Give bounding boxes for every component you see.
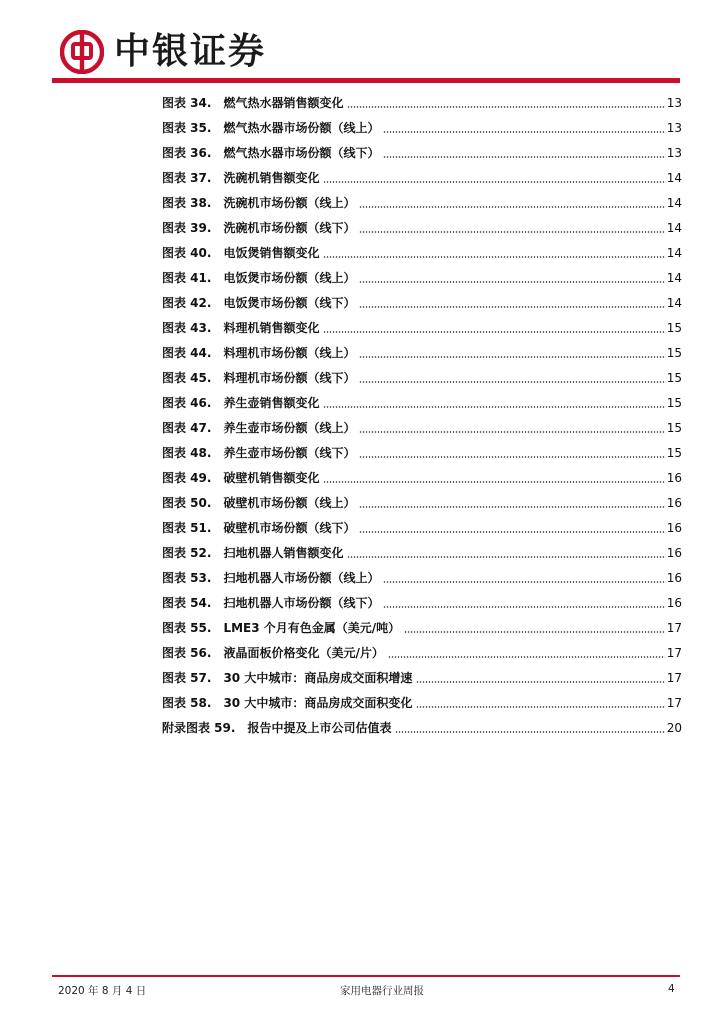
toc-entry-label xyxy=(162,594,381,611)
toc-entry[interactable] xyxy=(162,415,682,440)
toc-entry-number: 图表 51. xyxy=(162,521,212,535)
toc-entry-title: 液晶面板价格变化（美元/片） xyxy=(223,646,384,660)
toc-entry-title: 养生壶市场份额（线下） xyxy=(223,446,356,460)
toc-dot-leader xyxy=(347,556,664,558)
toc-dot-leader xyxy=(359,381,664,383)
toc-entry-page: 15 xyxy=(666,420,682,435)
toc-entry[interactable] xyxy=(162,315,682,340)
toc-entry-title: 电饭煲销售额变化 xyxy=(223,246,320,260)
toc-dot-leader xyxy=(395,731,664,733)
toc-entry-page: 16 xyxy=(666,570,682,585)
toc-entry-label xyxy=(162,344,357,361)
toc-entry-label xyxy=(162,144,381,161)
toc-entry-label xyxy=(162,419,357,436)
toc-entry-page: 16 xyxy=(666,595,682,610)
bank-of-china-logo-icon xyxy=(60,30,104,74)
toc-entry-number: 图表 36. xyxy=(162,146,212,160)
toc-entry-title: 扫地机器人销售额变化 xyxy=(223,546,344,560)
toc-entry-page: 14 xyxy=(666,195,682,210)
table-of-figures xyxy=(162,90,682,740)
toc-entry-label xyxy=(162,444,357,461)
toc-entry-title: 30 大中城市：商品房成交面积变化 xyxy=(223,696,413,710)
toc-entry[interactable] xyxy=(162,565,682,590)
toc-entry-page: 15 xyxy=(666,395,682,410)
toc-entry-page: 13 xyxy=(666,120,682,135)
toc-dot-leader xyxy=(323,406,664,408)
toc-entry-title: 30 大中城市：商品房成交面积增速 xyxy=(223,671,413,685)
toc-entry-title: 燃气热水器销售额变化 xyxy=(223,96,344,110)
toc-entry-page: 14 xyxy=(666,295,682,310)
toc-entry-number: 图表 46. xyxy=(162,396,212,410)
footer-page-number: 4 xyxy=(668,983,675,995)
toc-entry-title: 养生壶市场份额（线上） xyxy=(223,421,356,435)
toc-entry-title: 电饭煲市场份额（线上） xyxy=(223,271,356,285)
toc-entry-title: 电饭煲市场份额（线下） xyxy=(223,296,356,310)
toc-dot-leader xyxy=(359,281,664,283)
toc-entry[interactable] xyxy=(162,590,682,615)
footer-report-title: 家用电器行业周报 xyxy=(340,985,424,997)
brand-name: 中银证券 xyxy=(114,30,267,72)
toc-dot-leader xyxy=(323,181,664,183)
toc-entry-number: 图表 49. xyxy=(162,471,212,485)
toc-entry-title: 扫地机器人市场份额（线下） xyxy=(223,596,380,610)
toc-entry[interactable] xyxy=(162,240,682,265)
toc-entry-label xyxy=(162,644,386,661)
toc-entry-page: 16 xyxy=(666,545,682,560)
toc-dot-leader xyxy=(383,131,664,133)
toc-entry-page: 20 xyxy=(666,720,682,735)
toc-entry[interactable] xyxy=(162,290,682,315)
toc-entry-page: 14 xyxy=(666,245,682,260)
toc-entry-number: 图表 38. xyxy=(162,196,212,210)
toc-dot-leader xyxy=(359,306,664,308)
toc-entry-title: 扫地机器人市场份额（线上） xyxy=(223,571,380,585)
toc-entry-title: 洗碗机销售额变化 xyxy=(223,171,320,185)
toc-entry[interactable] xyxy=(162,540,682,565)
toc-entry-number: 图表 56. xyxy=(162,646,212,660)
toc-entry-number: 图表 39. xyxy=(162,221,212,235)
toc-entry-label xyxy=(162,369,357,386)
toc-entry[interactable] xyxy=(162,390,682,415)
toc-entry-page: 15 xyxy=(666,445,682,460)
toc-entry-title: 料理机市场份额（线上） xyxy=(223,346,356,360)
toc-entry-label xyxy=(162,719,393,736)
toc-entry-number: 图表 34. xyxy=(162,96,212,110)
toc-dot-leader xyxy=(323,256,664,258)
toc-entry-label xyxy=(162,294,357,311)
toc-entry-title: 洗碗机市场份额（线下） xyxy=(223,221,356,235)
toc-entry-label xyxy=(162,544,345,561)
toc-entry-page: 16 xyxy=(666,495,682,510)
toc-entry-label xyxy=(162,519,357,536)
toc-dot-leader xyxy=(383,606,664,608)
toc-entry-title: LME3 个月有色金属（美元/吨） xyxy=(223,621,401,635)
toc-entry-number: 图表 57. xyxy=(162,671,212,685)
toc-entry-label xyxy=(162,319,321,336)
toc-entry-label xyxy=(162,494,357,511)
toc-dot-leader xyxy=(359,531,664,533)
toc-entry-page: 16 xyxy=(666,520,682,535)
toc-entry-label xyxy=(162,169,321,186)
toc-dot-leader xyxy=(359,506,664,508)
toc-entry-page: 16 xyxy=(666,470,682,485)
toc-entry-page: 17 xyxy=(666,620,682,635)
header-divider xyxy=(52,78,680,83)
toc-entry-page: 17 xyxy=(666,645,682,660)
toc-entry[interactable] xyxy=(162,465,682,490)
page-header xyxy=(0,0,724,90)
toc-entry-page: 15 xyxy=(666,345,682,360)
toc-entry-page: 14 xyxy=(666,220,682,235)
toc-dot-leader xyxy=(388,656,665,658)
toc-entry-title: 料理机销售额变化 xyxy=(223,321,320,335)
toc-entry-label xyxy=(162,119,381,136)
toc-entry-number: 图表 44. xyxy=(162,346,212,360)
toc-dot-leader xyxy=(404,631,665,633)
toc-dot-leader xyxy=(383,156,664,158)
toc-dot-leader xyxy=(359,431,664,433)
toc-entry-number: 图表 52. xyxy=(162,546,212,560)
toc-entry[interactable] xyxy=(162,640,682,665)
toc-entry-title: 料理机市场份额（线下） xyxy=(223,371,356,385)
toc-entry-title: 破壁机销售额变化 xyxy=(223,471,320,485)
toc-entry-label xyxy=(162,569,381,586)
toc-entry-number: 图表 35. xyxy=(162,121,212,135)
toc-entry-number: 附录图表 59. xyxy=(162,721,236,735)
toc-entry-label xyxy=(162,694,414,711)
toc-entry-label xyxy=(162,619,402,636)
toc-entry-title: 燃气热水器市场份额（线下） xyxy=(223,146,380,160)
toc-entry[interactable] xyxy=(162,165,682,190)
toc-entry-page: 17 xyxy=(666,695,682,710)
toc-entry-number: 图表 40. xyxy=(162,246,212,260)
toc-entry-title: 养生壶销售额变化 xyxy=(223,396,320,410)
toc-entry[interactable] xyxy=(162,515,682,540)
toc-entry-title: 破壁机市场份额（线上） xyxy=(223,496,356,510)
toc-entry-page: 13 xyxy=(666,145,682,160)
toc-entry-number: 图表 42. xyxy=(162,296,212,310)
toc-entry[interactable] xyxy=(162,190,682,215)
toc-entry[interactable] xyxy=(162,265,682,290)
toc-entry-number: 图表 47. xyxy=(162,421,212,435)
toc-entry-number: 图表 43. xyxy=(162,321,212,335)
toc-entry-label xyxy=(162,94,345,111)
toc-entry[interactable] xyxy=(162,440,682,465)
toc-entry-page: 14 xyxy=(666,170,682,185)
toc-entry[interactable] xyxy=(162,215,682,240)
toc-entry[interactable] xyxy=(162,690,682,715)
toc-entry-label xyxy=(162,219,357,236)
toc-dot-leader xyxy=(383,581,664,583)
toc-entry-page: 15 xyxy=(666,320,682,335)
toc-entry-number: 图表 41. xyxy=(162,271,212,285)
toc-entry-title: 燃气热水器市场份额（线上） xyxy=(223,121,380,135)
toc-entry-number: 图表 37. xyxy=(162,171,212,185)
toc-entry-label xyxy=(162,669,414,686)
toc-entry-number: 图表 45. xyxy=(162,371,212,385)
toc-entry[interactable] xyxy=(162,665,682,690)
toc-dot-leader xyxy=(416,681,664,683)
toc-entry-title: 洗碗机市场份额（线上） xyxy=(223,196,356,210)
toc-entry-label xyxy=(162,269,357,286)
toc-entry-number: 图表 50. xyxy=(162,496,212,510)
toc-entry[interactable] xyxy=(162,490,682,515)
toc-entry-number: 图表 58. xyxy=(162,696,212,710)
toc-entry-number: 图表 53. xyxy=(162,571,212,585)
toc-entry[interactable] xyxy=(162,340,682,365)
footer-date: 2020 年 8 月 4 日 xyxy=(58,985,147,997)
toc-dot-leader xyxy=(359,231,664,233)
toc-dot-leader xyxy=(323,331,664,333)
toc-entry-page: 13 xyxy=(666,95,682,110)
toc-entry-page: 15 xyxy=(666,370,682,385)
toc-entry-label xyxy=(162,194,357,211)
toc-dot-leader xyxy=(359,356,664,358)
toc-entry[interactable] xyxy=(162,615,682,640)
toc-entry-title: 破壁机市场份额（线下） xyxy=(223,521,356,535)
toc-entry-label xyxy=(162,244,321,261)
toc-dot-leader xyxy=(347,106,664,108)
toc-dot-leader xyxy=(359,456,664,458)
toc-entry-number: 图表 54. xyxy=(162,596,212,610)
toc-entry-page: 17 xyxy=(666,670,682,685)
toc-entry[interactable] xyxy=(162,115,682,140)
toc-entry-number: 图表 48. xyxy=(162,446,212,460)
footer-divider xyxy=(52,975,680,977)
toc-entry[interactable] xyxy=(162,715,682,740)
toc-entry[interactable] xyxy=(162,140,682,165)
toc-entry-page: 14 xyxy=(666,270,682,285)
toc-entry[interactable] xyxy=(162,365,682,390)
toc-entry[interactable] xyxy=(162,90,682,115)
toc-dot-leader xyxy=(359,206,664,208)
toc-dot-leader xyxy=(416,706,664,708)
toc-entry-label xyxy=(162,469,321,486)
toc-entry-label xyxy=(162,394,321,411)
toc-entry-number: 图表 55. xyxy=(162,621,212,635)
toc-dot-leader xyxy=(323,481,664,483)
toc-entry-title: 报告中提及上市公司估值表 xyxy=(247,721,392,735)
